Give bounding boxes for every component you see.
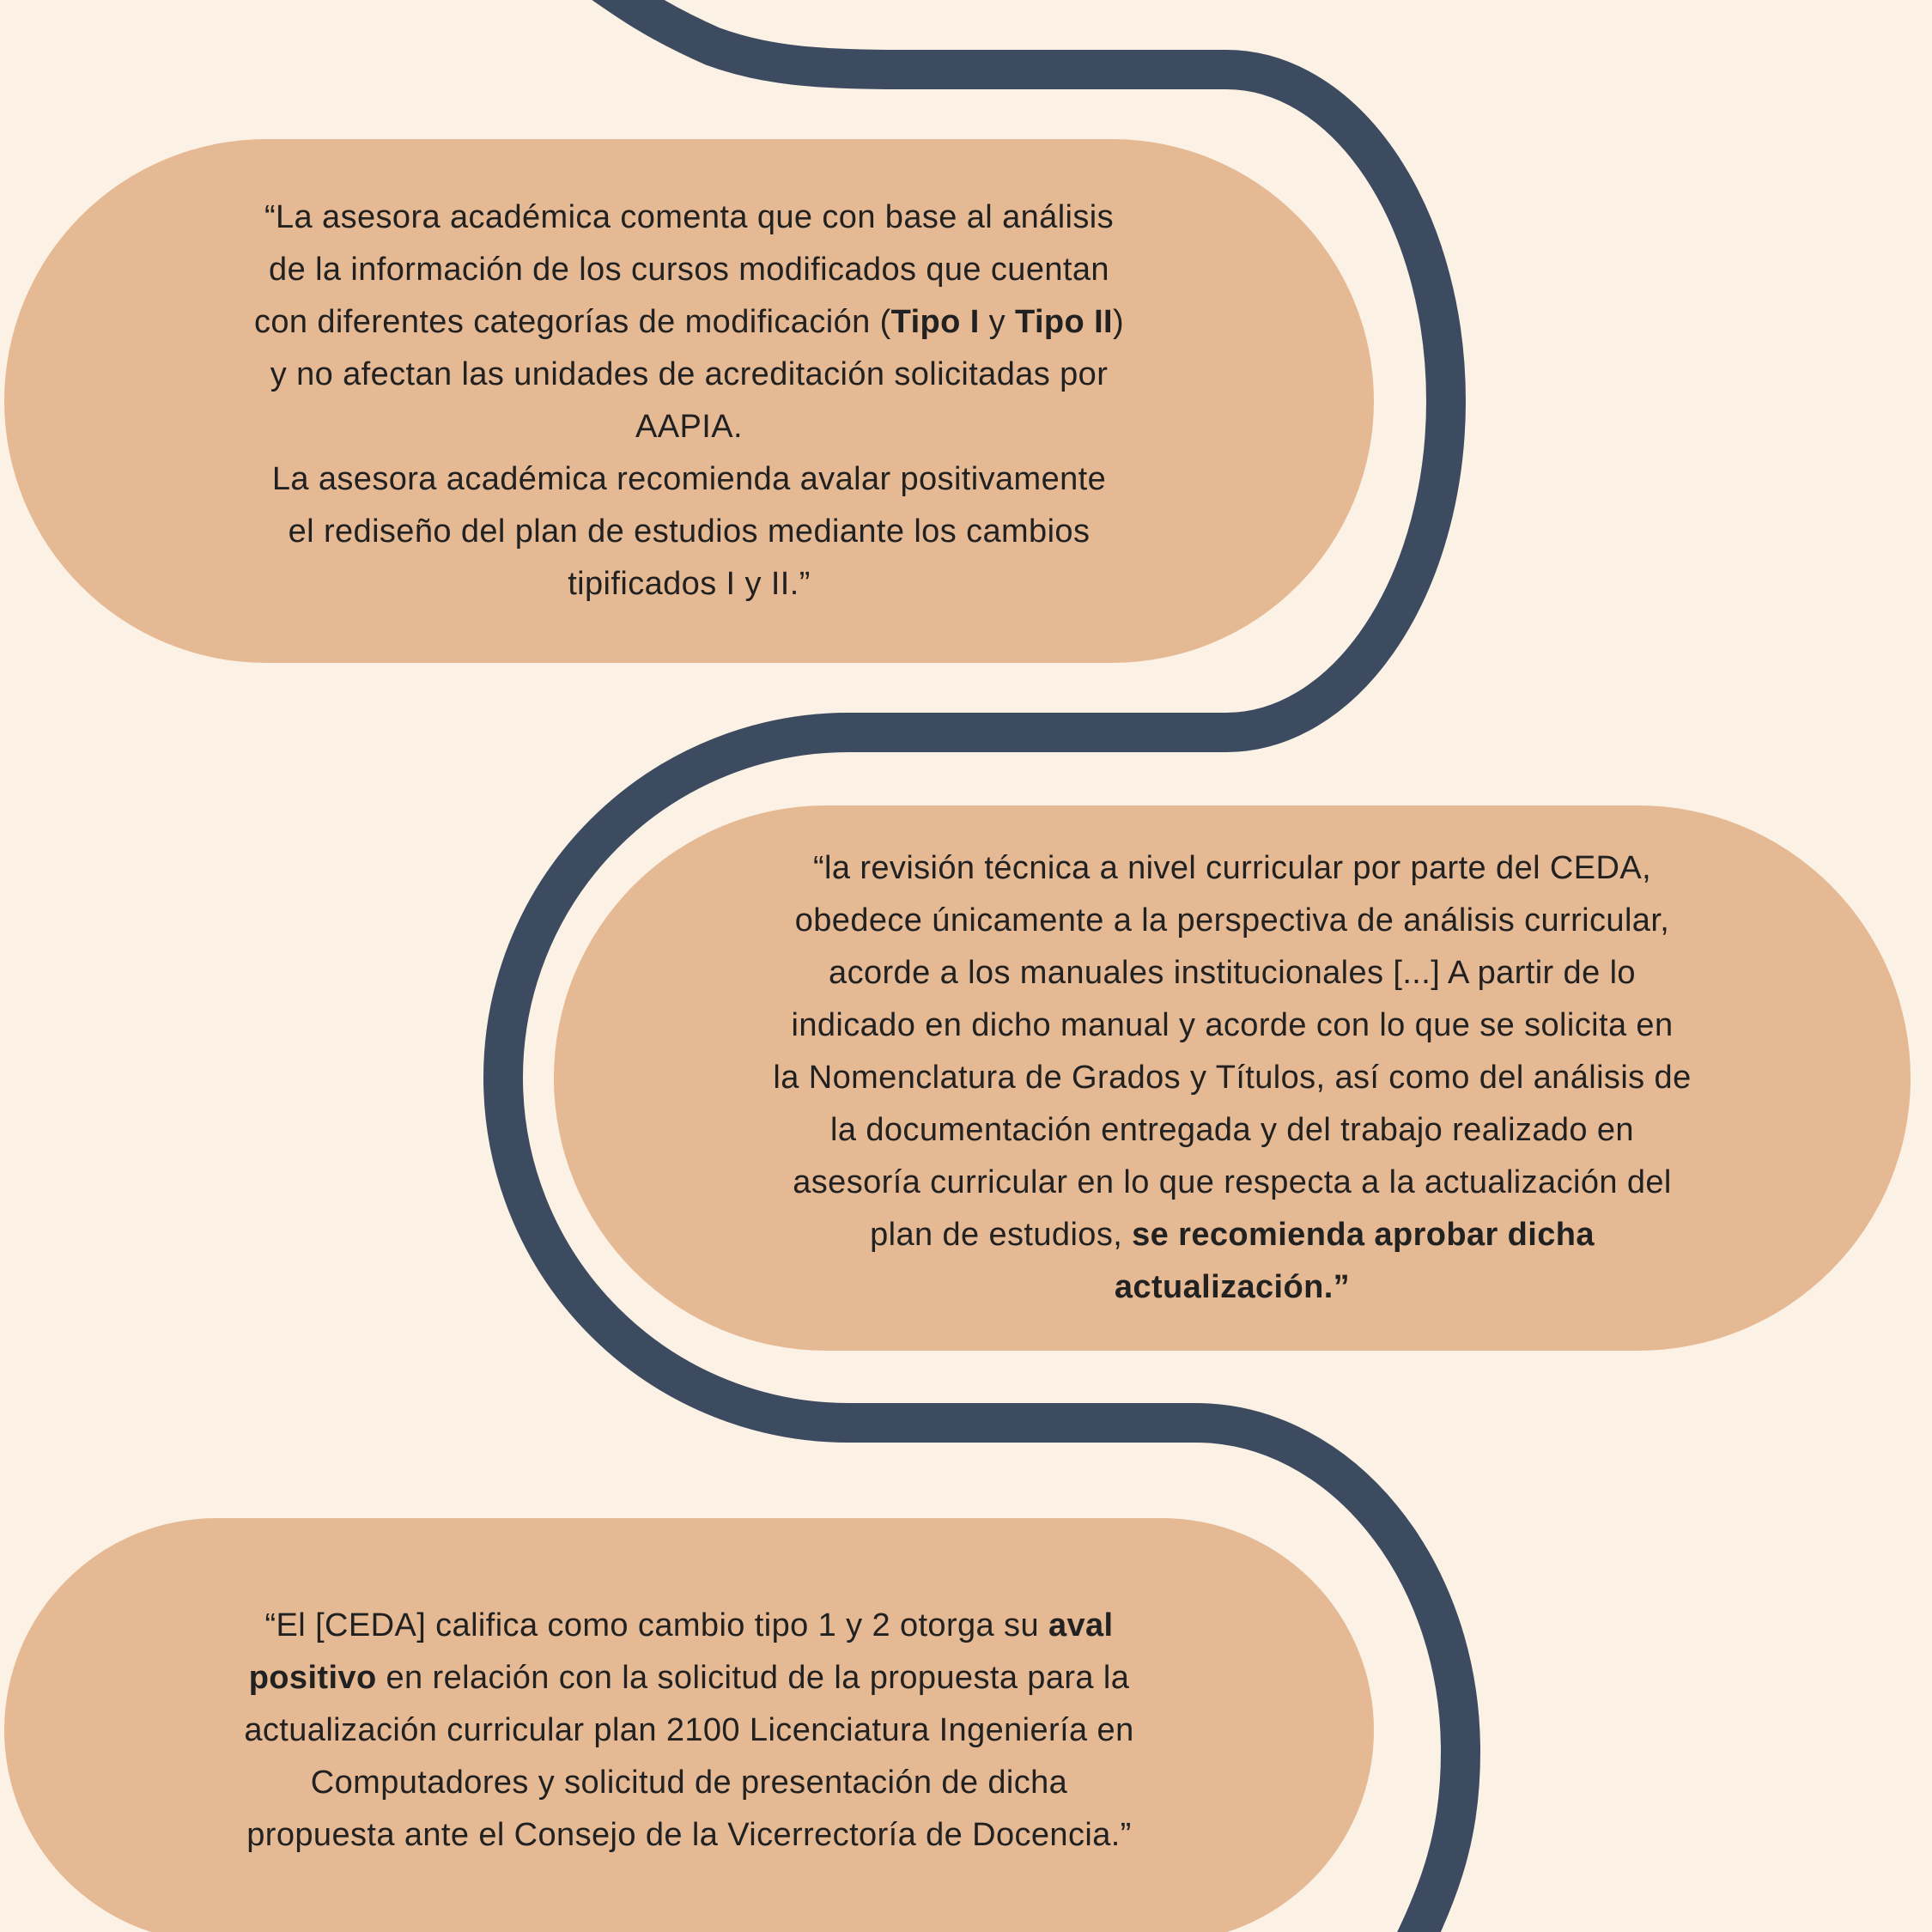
quote-line xyxy=(813,842,1651,895)
quote-line xyxy=(249,1652,1130,1704)
quote-line xyxy=(270,349,1109,401)
quote-card-1 xyxy=(4,139,1374,663)
quote-text: Computadores y solicitud de presentación de dicha xyxy=(310,1764,1068,1801)
quote-text: el rediseño del plan de estudios mediante los cambios xyxy=(288,513,1091,550)
quote-line xyxy=(773,1052,1691,1104)
quote-line xyxy=(635,401,743,453)
quote-card-2 xyxy=(554,805,1911,1351)
quote-emphasis-text: se recomienda aprobar dicha xyxy=(1132,1217,1595,1253)
quote-text: asesoría curricular en lo que respecta a la actualización del xyxy=(793,1164,1672,1200)
quote-text: la Nomenclatura de Grados y Títulos, así como del análisis de xyxy=(773,1060,1692,1096)
quote-text: tipificados I y II.” xyxy=(568,566,811,602)
quote-text: en relación con la solicitud de la propuesta para la xyxy=(376,1659,1130,1696)
quote-text: “la revisión técnica a nivel curricular por parte del CEDA, xyxy=(812,850,1652,886)
quote-line xyxy=(272,453,1106,506)
quote-line xyxy=(829,947,1636,999)
quote-line xyxy=(246,1809,1132,1862)
quote-text: obedece únicamente a la perspectiva de análisis curricular, xyxy=(794,902,1670,939)
quote-text: y xyxy=(979,304,1016,340)
quote-text: “La asesora académica comenta que con base al análisis xyxy=(264,199,1115,235)
quote-emphasis-text: aval xyxy=(1048,1607,1114,1643)
quote-line xyxy=(264,191,1114,244)
quote-text: indicado en dicho manual y acorde con lo que se solicita en xyxy=(791,1007,1674,1043)
quote-text: y no afectan las unidades de acreditación solicitadas por xyxy=(270,356,1109,392)
quote-text: propuesta ante el Consejo de la Vicerrectoría de Docencia.” xyxy=(246,1816,1132,1853)
quote-line xyxy=(254,296,1124,349)
quote-text: plan de estudios, xyxy=(870,1217,1133,1253)
quote-line xyxy=(289,506,1091,558)
quote-text: con diferentes categorías de modificación ( xyxy=(253,304,891,340)
quote-line xyxy=(830,1104,1634,1157)
quote-text: AAPIA. xyxy=(635,409,743,445)
quote-text: de la información de los cursos modificados que cuentan xyxy=(269,252,1109,288)
quote-line xyxy=(795,895,1670,947)
quote-line xyxy=(568,558,811,611)
quote-text: “El [CEDA] califica como cambio tipo 1 y 2 otorga su xyxy=(264,1607,1048,1643)
quote-line xyxy=(870,1209,1595,1261)
quote-line xyxy=(791,999,1673,1052)
quote-card-3 xyxy=(4,1518,1374,1932)
quote-text: acorde a los manuales institucionales [...] A partir de lo xyxy=(829,955,1636,991)
quote-text: ) xyxy=(1113,304,1125,340)
quote-text: La asesora académica recomienda avalar positivamente xyxy=(271,461,1107,497)
quote-line xyxy=(793,1157,1672,1209)
quote-emphasis-text: positivo xyxy=(248,1659,377,1696)
quote-line xyxy=(264,1600,1113,1652)
quote-line xyxy=(1115,1261,1350,1314)
quote-text: actualización curricular plan 2100 Licenciatura Ingeniería en xyxy=(244,1711,1134,1748)
quote-text: la documentación entregada y del trabajo realizado en xyxy=(830,1112,1634,1148)
quote-emphasis-text: Tipo II xyxy=(1015,304,1113,340)
quote-line xyxy=(244,1704,1133,1757)
quote-emphasis-text: actualización.” xyxy=(1114,1269,1351,1305)
quote-line xyxy=(269,244,1109,296)
quote-emphasis-text: Tipo I xyxy=(890,304,980,340)
quote-line xyxy=(311,1757,1067,1809)
